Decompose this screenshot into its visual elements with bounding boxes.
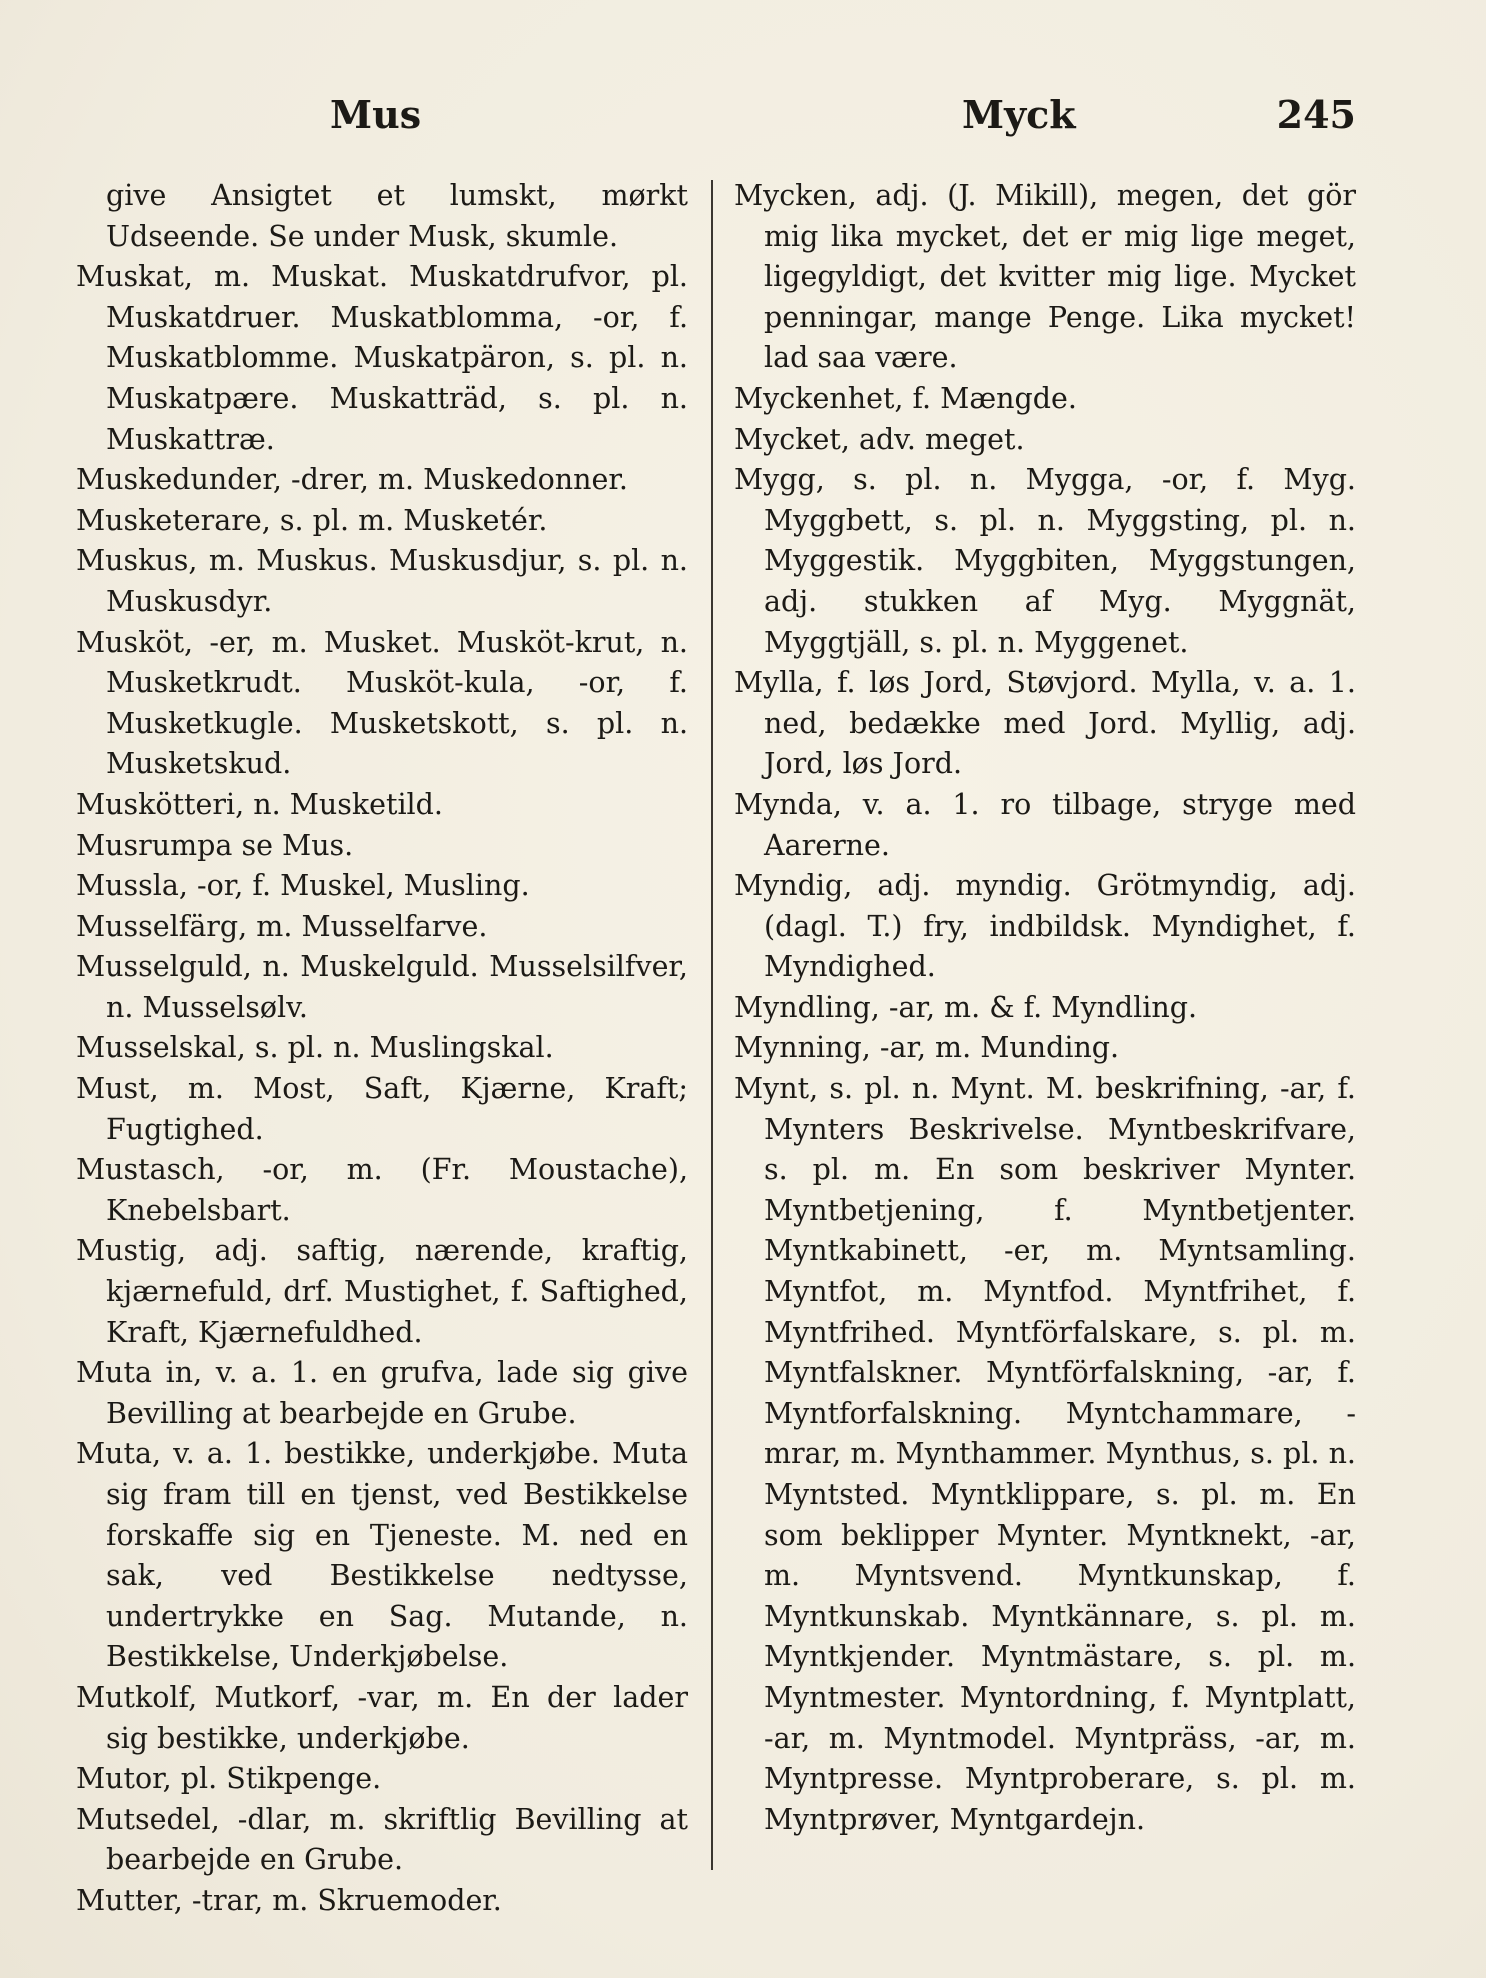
dictionary-entry: Mustasch, -or, m. (Fr. Moustache), Knebelsbart. [76, 1153, 688, 1227]
dictionary-entry: Musselguld, n. Muskelguld. Musselsilfver, n. Musselsølv. [76, 950, 688, 1024]
dictionary-entry: Myckenhet, f. Mængde. [734, 381, 1077, 415]
dictionary-entry: Mussla, -or, f. Muskel, Musling. [76, 869, 530, 903]
dictionary-entry: Musketerare, s. pl. m. Musketér. [76, 503, 548, 537]
dictionary-entry: Mycken, adj. (J. Mikill), megen, det gör mig lika mycket, det er mig lige meget, ligegyldigt, det kvitter mig lige. Mycket penningar, mange Penge. Lika mycket! lad saa være. [734, 179, 1356, 375]
dictionary-entry: Myndig, adj. myndig. Grötmyndig, adj. (dagl. T.) fry, indbildsk. Myndighet, f. Myndighed. [734, 869, 1356, 984]
dictionary-entry: Musköt, -er, m. Musket. Musköt-krut, n. Musketkrudt. Musköt-kula, -or, f. Musketkugle. Musketskott, s. pl. n. Musketskud. [76, 625, 688, 781]
dictionary-entry: Mycket, adv. meget. [734, 422, 1025, 456]
dictionary-entry: Muskötteri, n. Musketild. [76, 787, 443, 821]
left-column [76, 176, 688, 1922]
dictionary-entry: Mutsedel, -dlar, m. skriftlig Bevilling at bearbejde en Grube. [76, 1802, 688, 1877]
dictionary-entry: Myndling, -ar, m. & f. Myndling. [734, 990, 1198, 1024]
dictionary-entry: Mylla, f. løs Jord, Støvjord. Mylla, v. a. 1. ned, bedække med Jord. Myllig, adj. Jord, løs Jord. [734, 666, 1356, 781]
dictionary-entry: Muta, v. a. 1. bestikke, underkjøbe. Muta sig fram till en tjenst, ved Bestikkelse forskaffe sig en Tjeneste. M. ned en sak, ved Bestikkelse nedtysse, undertrykke en Sag. Mutande, n. Bestikkelse, Underkjøbelse. [76, 1437, 688, 1674]
dictionary-entry: Muta in, v. a. 1. en grufva, lade sig give Bevilling at bearbejde en Grube. [76, 1356, 688, 1430]
running-header [0, 92, 1486, 152]
right-column [734, 176, 1356, 1840]
dictionary-entry: Musrumpa se Mus. [76, 828, 354, 862]
dictionary-entry: Mutkolf, Mutkorf, -var, m. En der lader sig bestikke, underkjøbe. [76, 1680, 688, 1755]
dictionary-entry: Mynda, v. a. 1. ro tilbage, stryge med Aarerne. [734, 787, 1356, 862]
dictionary-entry: Muskedunder, -drer, m. Muskedonner. [76, 463, 628, 497]
dictionary-entry: Musselfärg, m. Musselfarve. [76, 909, 488, 943]
dictionary-entry: Mustig, adj. saftig, nærende, kraftig, kjærnefuld, drf. Mustighet, f. Saftighed, Kraft, Kjærnefuldhed. [76, 1234, 688, 1349]
dictionary-entry: Musselskal, s. pl. n. Muslingskal. [76, 1031, 554, 1065]
page-number: 245 [1276, 92, 1356, 137]
dictionary-entry: Mynning, -ar, m. Munding. [734, 1031, 1120, 1065]
continuation-text: give Ansigtet et lumskt, mørkt Udseende. Se under Musk, skumle. [106, 179, 688, 253]
dictionary-entry: Mynt, s. pl. n. Mynt. M. beskrifning, -ar, f. Mynters Beskrivelse. Myntbeskrifvare, s. pl. m. En som beskriver Mynter. Myntbetjening, f. Myntbetjenter. Myntkabinett, -er, m. Myntsamling. Myntfot, m. Myntfod. Myntfrihet, f. Myntfrihed. Myntförfalskare, s. pl. m. Myntfalskner. Myntförfalskning, -ar, f. Myntforfalskning. Myntchammare, -mrar, m. Mynthammer. Mynthus, s. pl. n. Myntsted. Myntklippare, s. pl. m. En som beklipper Mynter. Myntknekt, -ar, m. Myntsvend. Myntkunskap, f. Myntkunskab. Myntkännare, s. pl. m. Myntkjender. Myntmästare, s. pl. m. Myntmester. Myntordning, f. Myntplatt, -ar, m. Myntmodel. Myntpräss, -ar, m. Myntpresse. Myntproberare, s. pl. m. Myntprøver, Myntgardejn. [734, 1072, 1356, 1836]
column-divider [711, 180, 713, 1870]
dictionary-entry: Mygg, s. pl. n. Mygga, -or, f. Myg. Myggbett, s. pl. n. Myggsting, pl. n. Myggestik. Myggbiten, Myggstungen, adj. stukken af Myg. Myggnät, Myggtjäll, s. pl. n. Myggenet. [734, 463, 1356, 659]
header-left-guideword: Mus [330, 92, 422, 137]
dictionary-entry: Must, m. Most, Saft, Kjærne, Kraft; Fugtighed. [76, 1072, 688, 1146]
dictionary-entry: Mutor, pl. Stikpenge. [76, 1762, 382, 1796]
dictionary-entry: Muskus, m. Muskus. Muskusdjur, s. pl. n. Muskusdyr. [76, 544, 688, 618]
dictionary-entry: Mutter, -trar, m. Skruemoder. [76, 1883, 502, 1917]
dictionary-entry: Muskat, m. Muskat. Muskatdrufvor, pl. Muskatdruer. Muskatblomma, -or, f. Muskatblomme. Muskatpäron, s. pl. n. Muskatpære. Muskatträd, s. pl. n. Muskattræ. [76, 260, 688, 456]
header-right-guideword: Myck [962, 92, 1076, 137]
